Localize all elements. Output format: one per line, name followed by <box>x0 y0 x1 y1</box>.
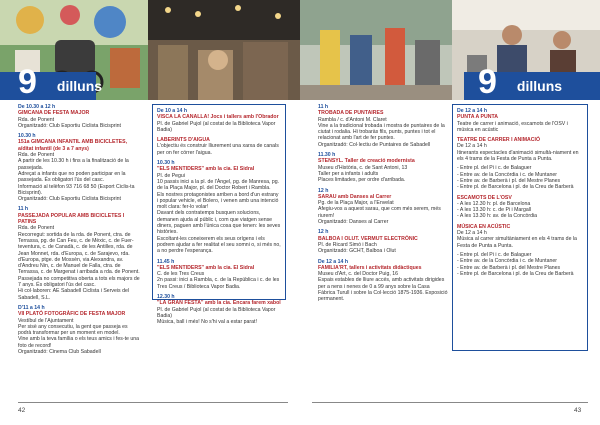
event-detail: Rda. de Ponent <box>18 116 55 123</box>
event-detail: Organitzadó: Danses al Carrer <box>318 219 389 226</box>
event-detail: Rda. de Ponent <box>18 225 55 232</box>
photo-street-crowd <box>148 0 300 100</box>
event-detail: Escoltant-les coneixerem els seus orígens i els podrem ajudar a fer realitat el seu somni o, si més no, a no perdre l'esperança. <box>157 235 281 255</box>
event-detail: Organitzadó: Col·lectiu de Puntaires de Sabadell <box>318 141 431 148</box>
event-title: TEATRE DE CARRER I ANIMACIÓ <box>457 137 540 144</box>
event-item <box>157 108 281 133</box>
day-badge-left <box>0 63 103 101</box>
event-detail: Pg. de la Plaça Major, a l'Envelat <box>318 200 394 207</box>
event-title: BALBOA I OLUT. VERMUT ELECTRÒNIC <box>318 235 418 242</box>
event-detail: Itinerants espectacles d'animació simultà-niament en els 4 trams de la Festa de Punta a Punta. <box>457 149 579 163</box>
event-detail: Vine a la tradicional trobada i mostra de puntaires de la ciutat i rodalia. Hi trobaràs fils, punts, puntes i tot el relacionat amb l'art de fer puntes. <box>318 122 445 142</box>
event-detail: De 12 a 14 h <box>457 143 487 150</box>
event-title: FAMILIA'RT, tallers i activitats didàctiques <box>318 264 422 271</box>
event-title: ESCAMOTS DE L'OSV <box>457 194 512 201</box>
event-detail: Organitzadó: Club Esportiu Ciclista Bicisprint <box>18 122 121 129</box>
event-item <box>157 259 281 290</box>
event-item <box>457 195 583 220</box>
event-detail: Pl. de Gabriel Pujol (al costat de la Biblioteca Vapor Badia) <box>157 120 276 133</box>
event-detail: - Entre pl. del Pi i c. de Balaguer <box>457 165 532 172</box>
event-detail: Pl. de Gabriel Pujol (al costat de la Biblioteca Vapor Badia) <box>157 306 276 319</box>
event-time: D'11 a 14 h <box>18 304 45 311</box>
event-detail: - A les 13.30 h: c. de Pi i Margall <box>457 207 532 214</box>
event-time: De 12 a 14 h <box>318 258 348 265</box>
event-time: 12.30 h <box>157 294 175 301</box>
event-detail: - Entre av. de la Concòrdia i c. de Muntaner <box>457 258 557 265</box>
event-detail: Recorregut: sortida de la rda. de Ponent, ctra. de Terrassa, pg. de Can Feu, c. de Mèxic, c. de Fuer-teventura, c. de Canadà, c. de les Antilles, rda. de Jean Monnet, rda. d'Europa, c. de Sarajevo, rda. d'Europa, ptge. de Mossèn, via Alexandra, av. d'Andreu Nin, c. de Manuel de Falla, ctra. de Terrassa, c. de Margenat i arribada a rda. de Ponent. <box>18 231 140 276</box>
event-item <box>318 229 448 254</box>
page-number-left: 42 <box>18 407 26 414</box>
event-item <box>18 133 142 202</box>
event-detail: Els nostres protagonistes arriben a bord d'un estrany i popular vehicle, el Bolero, i venen amb una intenció molt clara: fer-lo volar! <box>157 191 279 211</box>
event-time: De 12 a 14 h <box>457 108 487 114</box>
event-item <box>157 294 281 325</box>
photo-market <box>300 0 452 100</box>
event-title: VII PLATÓ FOTOGRÀFIC DE FESTA MAJOR <box>18 311 126 318</box>
event-detail: De 12 a 14 h <box>457 230 487 237</box>
event-item <box>18 305 142 355</box>
events-column-3 <box>318 104 448 307</box>
event-time: 12 h <box>318 187 329 194</box>
event-time: De 10.30 a 12 h <box>18 104 56 110</box>
event-detail: C. de les Tres Creus <box>157 271 205 278</box>
event-detail: 10 passis inici a la pl. de l'Àngel, pg. de Manresa, pg. de la Plaça Major, pl. del Doctor Robert i Rambla. <box>157 178 280 192</box>
events-column-2 <box>152 104 286 326</box>
event-detail: Rda. de Ponent <box>18 152 55 159</box>
event-item <box>157 160 281 254</box>
event-time: 11.45 h <box>157 258 175 265</box>
day-name: dilluns <box>516 78 563 94</box>
event-detail: A partir de les 10.30 h i fins a la finalització de la passejada. <box>18 158 129 171</box>
event-item <box>318 104 448 148</box>
day-name: dilluns <box>56 78 103 94</box>
event-detail: Informació al telèfon 93 716 68 50 (Esport Ciclis-ta Bicisprint). <box>18 183 135 196</box>
event-title: TROBADA DE PUNTAIRES <box>318 110 384 117</box>
event-detail: Hi col·laboren: AE Sabadell Ciclista i Serveis del Sabadell, S.L. <box>18 288 130 301</box>
event-title: "ELS MENTIDERS" amb la cia. El Sidral <box>157 166 255 173</box>
event-detail: - Entre av. de Barberà i pl. del Mestre Planes <box>457 264 561 271</box>
event-detail: - Entre av. de Barberà i pl. del Mestre Planes <box>457 177 561 184</box>
event-time: 11 h <box>18 206 29 213</box>
event-detail: Organitzadó: Club Esportiu Ciclista Bicisprint <box>18 196 121 203</box>
event-detail: Museu d'Història, c. de Sant Antoni, 13 <box>318 164 408 171</box>
event-detail: Davant dels contratemps busquen solucions, demanen ajuda al públic i, com que viatgen sense diners, paguen amb l'única cosa que tenen: les seves històries. <box>157 210 281 236</box>
event-item <box>318 188 448 226</box>
event-detail: Museu d'Art, c. del Doctor Puig, 16 <box>318 271 398 278</box>
event-detail: - Entre pl. del Pi i c. de Balaguer <box>457 251 532 258</box>
event-title: PASSEJADA POPULAR AMB BICICLETES I PATINS <box>18 212 125 226</box>
event-title: "ELS MENTIDERS" amb la cia. El Sidral <box>157 264 255 271</box>
event-detail: - Entre av. de la Concòrdia i c. de Muntaner <box>457 171 557 178</box>
event-title: PUNTA A PUNTA <box>457 114 499 121</box>
day-number: 9 <box>478 63 497 101</box>
event-time: De 10 a 14 h <box>157 108 187 114</box>
event-detail: - Entre pl. de Barcelona i pl. de la Creu de Barberà <box>457 270 574 277</box>
event-detail: - A les 13.30 h: av. de la Concòrdia <box>457 213 538 220</box>
event-time: 11.30 h <box>318 152 336 159</box>
event-detail: Vine amb la teva família o els teus amics i fes-te una foto de record! <box>18 336 140 349</box>
event-title: 151a GIMCANA INFANTIL AMB BICICLETES, a/ditat infantil (de 3 a 7 anys) <box>18 139 128 152</box>
event-detail: - Entre pl. de Barcelona i pl. de la Creu de Barberà <box>457 184 574 191</box>
event-detail: Pl. de Ricard Simó i Bach <box>318 241 377 248</box>
event-title: SARAU amb Danses al Carrer <box>318 193 392 200</box>
event-item <box>18 206 142 300</box>
events-column-4 <box>452 104 588 351</box>
event-time: 11 h <box>318 104 329 110</box>
event-detail: Pl. de Pegui <box>157 172 185 179</box>
event-item <box>457 224 583 277</box>
event-time: 10.30 h <box>157 160 175 167</box>
event-detail: Rambla / c. d'Antoni M. Claret <box>318 116 387 123</box>
event-detail: L'objectiu és construir lliurement una xarxa de canals per on fer córrer l'aigua. <box>157 143 279 156</box>
event-detail: Afegiu-vos a aquest sarau, que com més serem, més riurem! <box>318 206 441 219</box>
day-number: 9 <box>18 63 37 101</box>
event-time: 12 h <box>318 229 329 236</box>
event-title: LABERINTS D'AIGUA <box>157 137 210 144</box>
event-detail: Espais estables de lliure accés, amb activitats dirigides per a nens i nenes de 0 a 99 anys sobre la Casa Fàbrica Turull i sobre la Col·lecció 1875-1936. Exposició permanent. <box>318 277 448 303</box>
events-column-1 <box>18 104 142 359</box>
event-detail: Taller per a infants i adults <box>318 170 379 177</box>
event-detail: Organitzadó: Cinema Club Sabadell <box>18 348 101 355</box>
event-title: STENSYL. Taller de creació modernista <box>318 158 415 165</box>
event-detail: Teatre de carrer i animació, escamots de l'OSV i música en acústic <box>457 120 568 133</box>
event-title: MÚSICA EN ACÚSTIC <box>457 223 511 230</box>
event-detail: 2n passi: inici a Rambla, c. de la República i c. de les Tres Creus / Biblioteca Vapor Badia. <box>157 277 280 290</box>
event-time: 10.30 h <box>18 133 36 140</box>
event-detail: Passejada no competitiva oberta a tots els majors de 7 anys. És obligatori l'ús del casc. <box>18 275 140 289</box>
day-badge-right <box>464 63 600 101</box>
event-detail: Música, ball i més! No s'hi val a estar parat! <box>157 319 257 326</box>
footer-rule-left <box>18 402 288 403</box>
event-item <box>318 152 448 183</box>
event-title: VISCA LA CANALLA! Jocs i tallers amb l'Obrador <box>157 114 279 121</box>
event-detail: Adreçat a infants que no poden participar en la passejada. És obligatori l'ús del casc. <box>18 170 126 184</box>
event-item <box>318 259 448 303</box>
event-detail: Organitzadó: GCHT, Balboa i Olut <box>318 248 396 255</box>
event-title: GIMCANA DE FESTA MAJOR <box>18 110 90 117</box>
event-item <box>457 108 583 133</box>
page-number-right: 43 <box>574 407 582 414</box>
event-item <box>18 104 142 129</box>
event-item <box>157 137 281 156</box>
event-item <box>457 137 583 190</box>
event-detail: Per sisè any consecutiu, la gent que passeja es podrà transformar per un moment en model. <box>18 323 128 337</box>
event-detail: Places limitades, per ordre d'arribada. <box>318 177 406 184</box>
footer-rule-right <box>312 402 588 403</box>
event-detail: Música al carrer simultàniament en els 4 trams de la Festa de Punta a Punta. <box>457 236 577 249</box>
event-title: "LA GRAN FESTA" amb la cia. Encara farem xabol <box>157 300 281 307</box>
event-detail: - A les 12.30 h: pl. de Barcelona <box>457 200 531 207</box>
event-detail: Vestíbul de l'Ajuntament <box>18 317 74 324</box>
